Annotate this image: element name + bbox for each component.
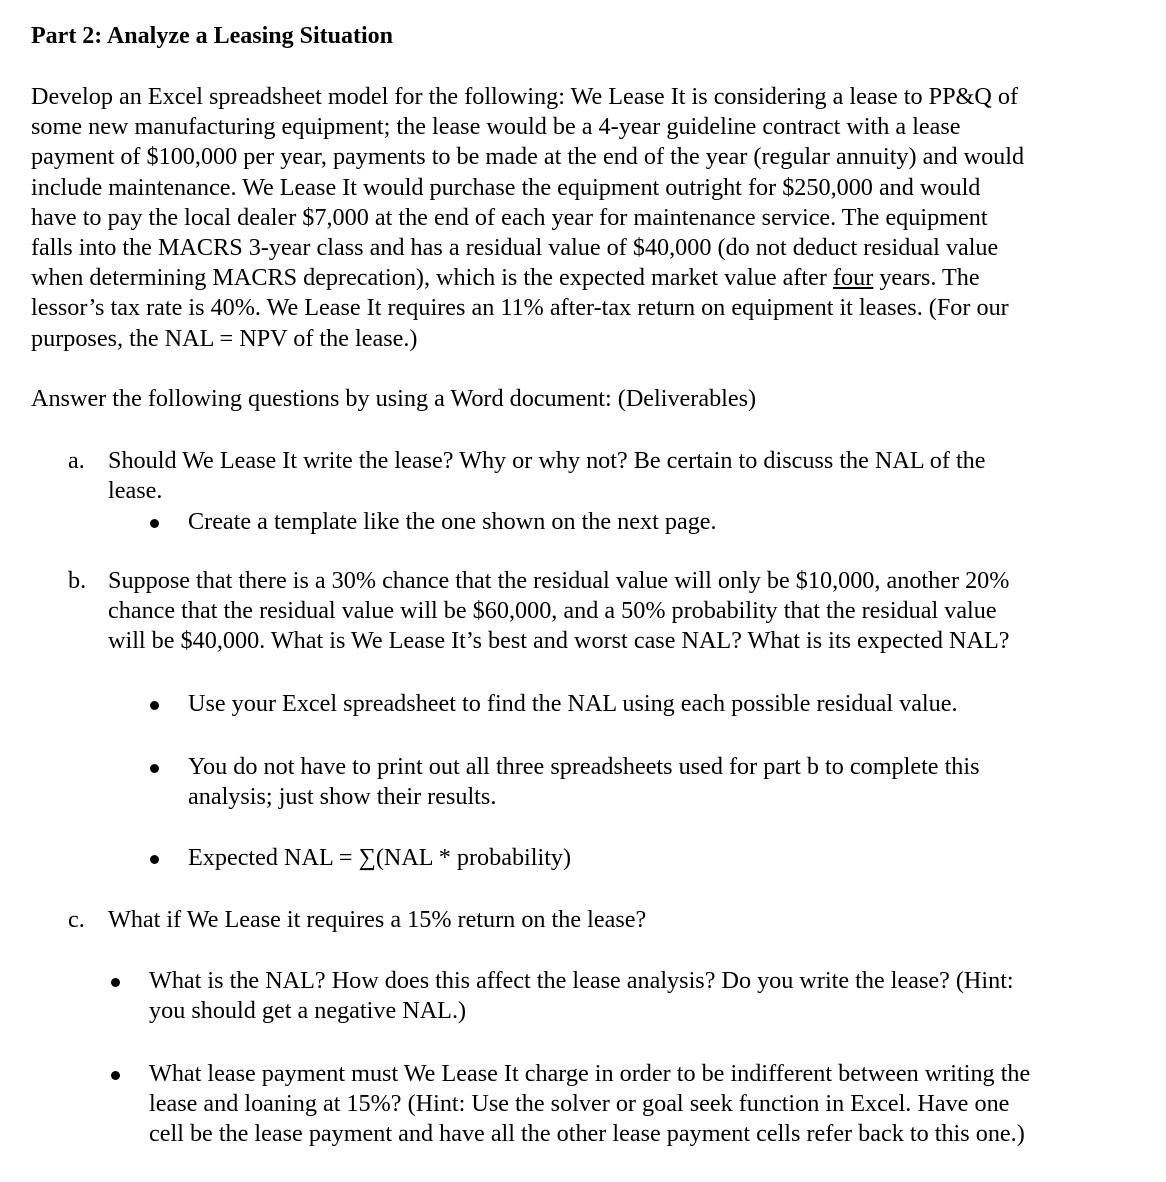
bullet-line: Expected NAL = ∑(NAL * probability) xyxy=(188,844,572,871)
question-line: chance that the residual value will be $60,000, and a 50% probability that the residual value xyxy=(108,597,997,625)
section-heading: Part 2: Analyze a Leasing Situation xyxy=(31,23,394,49)
intro-line: purposes, the NAL = NPV of the lease.) xyxy=(31,324,418,352)
question-marker: a. xyxy=(68,447,85,474)
question-line: What if We Lease it requires a 15% return on the lease? xyxy=(108,906,647,933)
bullet-dot xyxy=(150,519,159,528)
bullet-text xyxy=(188,843,571,873)
bullet-dot xyxy=(150,855,159,864)
intro-paragraph xyxy=(31,82,1141,354)
answer-instructions: Answer the following questions by using a Word document: (Deliverables) xyxy=(31,385,757,412)
bullet-line: you should get a negative NAL.) xyxy=(149,997,467,1025)
bullet-line: Create a template like the one shown on the next page. xyxy=(188,508,717,535)
intro-line: have to pay the local dealer $7,000 at the end of each year for maintenance service. The equipment xyxy=(31,203,988,231)
bullet-dot xyxy=(150,701,159,710)
bullet-line: You do not have to print out all three spreadsheets used for part b to complete this xyxy=(188,753,980,780)
question-marker: b. xyxy=(68,567,87,594)
intro-line xyxy=(31,263,1141,293)
bullet-dot xyxy=(111,1071,120,1080)
intro-line: lessor’s tax rate is 40%. We Lease It requires an 11% after-tax return on equipment it leases. (For our xyxy=(31,294,1009,322)
question-line: will be $40,000. What is We Lease It’s best and worst case NAL? What is its expected NAL? xyxy=(108,627,1010,655)
bullet-text xyxy=(188,752,980,812)
underlined-word: four xyxy=(832,264,874,292)
intro-line: Develop an Excel spreadsheet model for the following: We Lease It is considering a lease to PP&Q of xyxy=(31,83,1018,110)
bullet-text xyxy=(188,507,717,537)
intro-line: payment of $100,000 per year, payments to be made at the end of the year (regular annuity) and would xyxy=(31,143,1025,171)
bullet-line: Use your Excel spreadsheet to find the NAL using each possible residual value. xyxy=(188,690,958,717)
bullet-dot xyxy=(111,978,120,987)
question-line: lease. xyxy=(108,477,163,505)
question-line: Should We Lease It write the lease? Why or why not? Be certain to discuss the NAL of the xyxy=(108,447,986,474)
question-text xyxy=(108,566,1010,657)
intro-line-part: when determining MACRS deprecation), which is the expected market value after xyxy=(31,264,833,292)
intro-line: falls into the MACRS 3-year class and has a residual value of $40,000 (do not deduct residual value xyxy=(31,234,999,262)
bullet-text xyxy=(188,689,958,719)
intro-line-part: years. The xyxy=(873,264,980,292)
bullet-text xyxy=(149,1059,1030,1150)
question-line: Suppose that there is a 30% chance that the residual value will only be $10,000, another 20% xyxy=(108,567,1010,594)
bullet-text xyxy=(149,966,1014,1026)
bullet-line: What lease payment must We Lease It charge in order to be indifferent between writing the xyxy=(149,1060,1031,1087)
intro-line: include maintenance. We Lease It would purchase the equipment outright for $250,000 and would xyxy=(31,173,981,201)
bullet-line: What is the NAL? How does this affect the lease analysis? Do you write the lease? (Hint: xyxy=(149,967,1014,994)
question-text xyxy=(108,446,986,506)
intro-line: some new manufacturing equipment; the lease would be a 4-year guideline contract with a lease xyxy=(31,113,961,141)
question-text xyxy=(108,905,646,935)
bullet-dot xyxy=(150,764,159,773)
bullet-line: lease and loaning at 15%? (Hint: Use the solver or goal seek function in Excel. Have one xyxy=(149,1090,1010,1118)
bullet-line: cell be the lease payment and have all the other lease payment cells refer back to this one.) xyxy=(149,1120,1025,1148)
bullet-line: analysis; just show their results. xyxy=(188,783,497,811)
question-marker: c. xyxy=(68,906,85,933)
